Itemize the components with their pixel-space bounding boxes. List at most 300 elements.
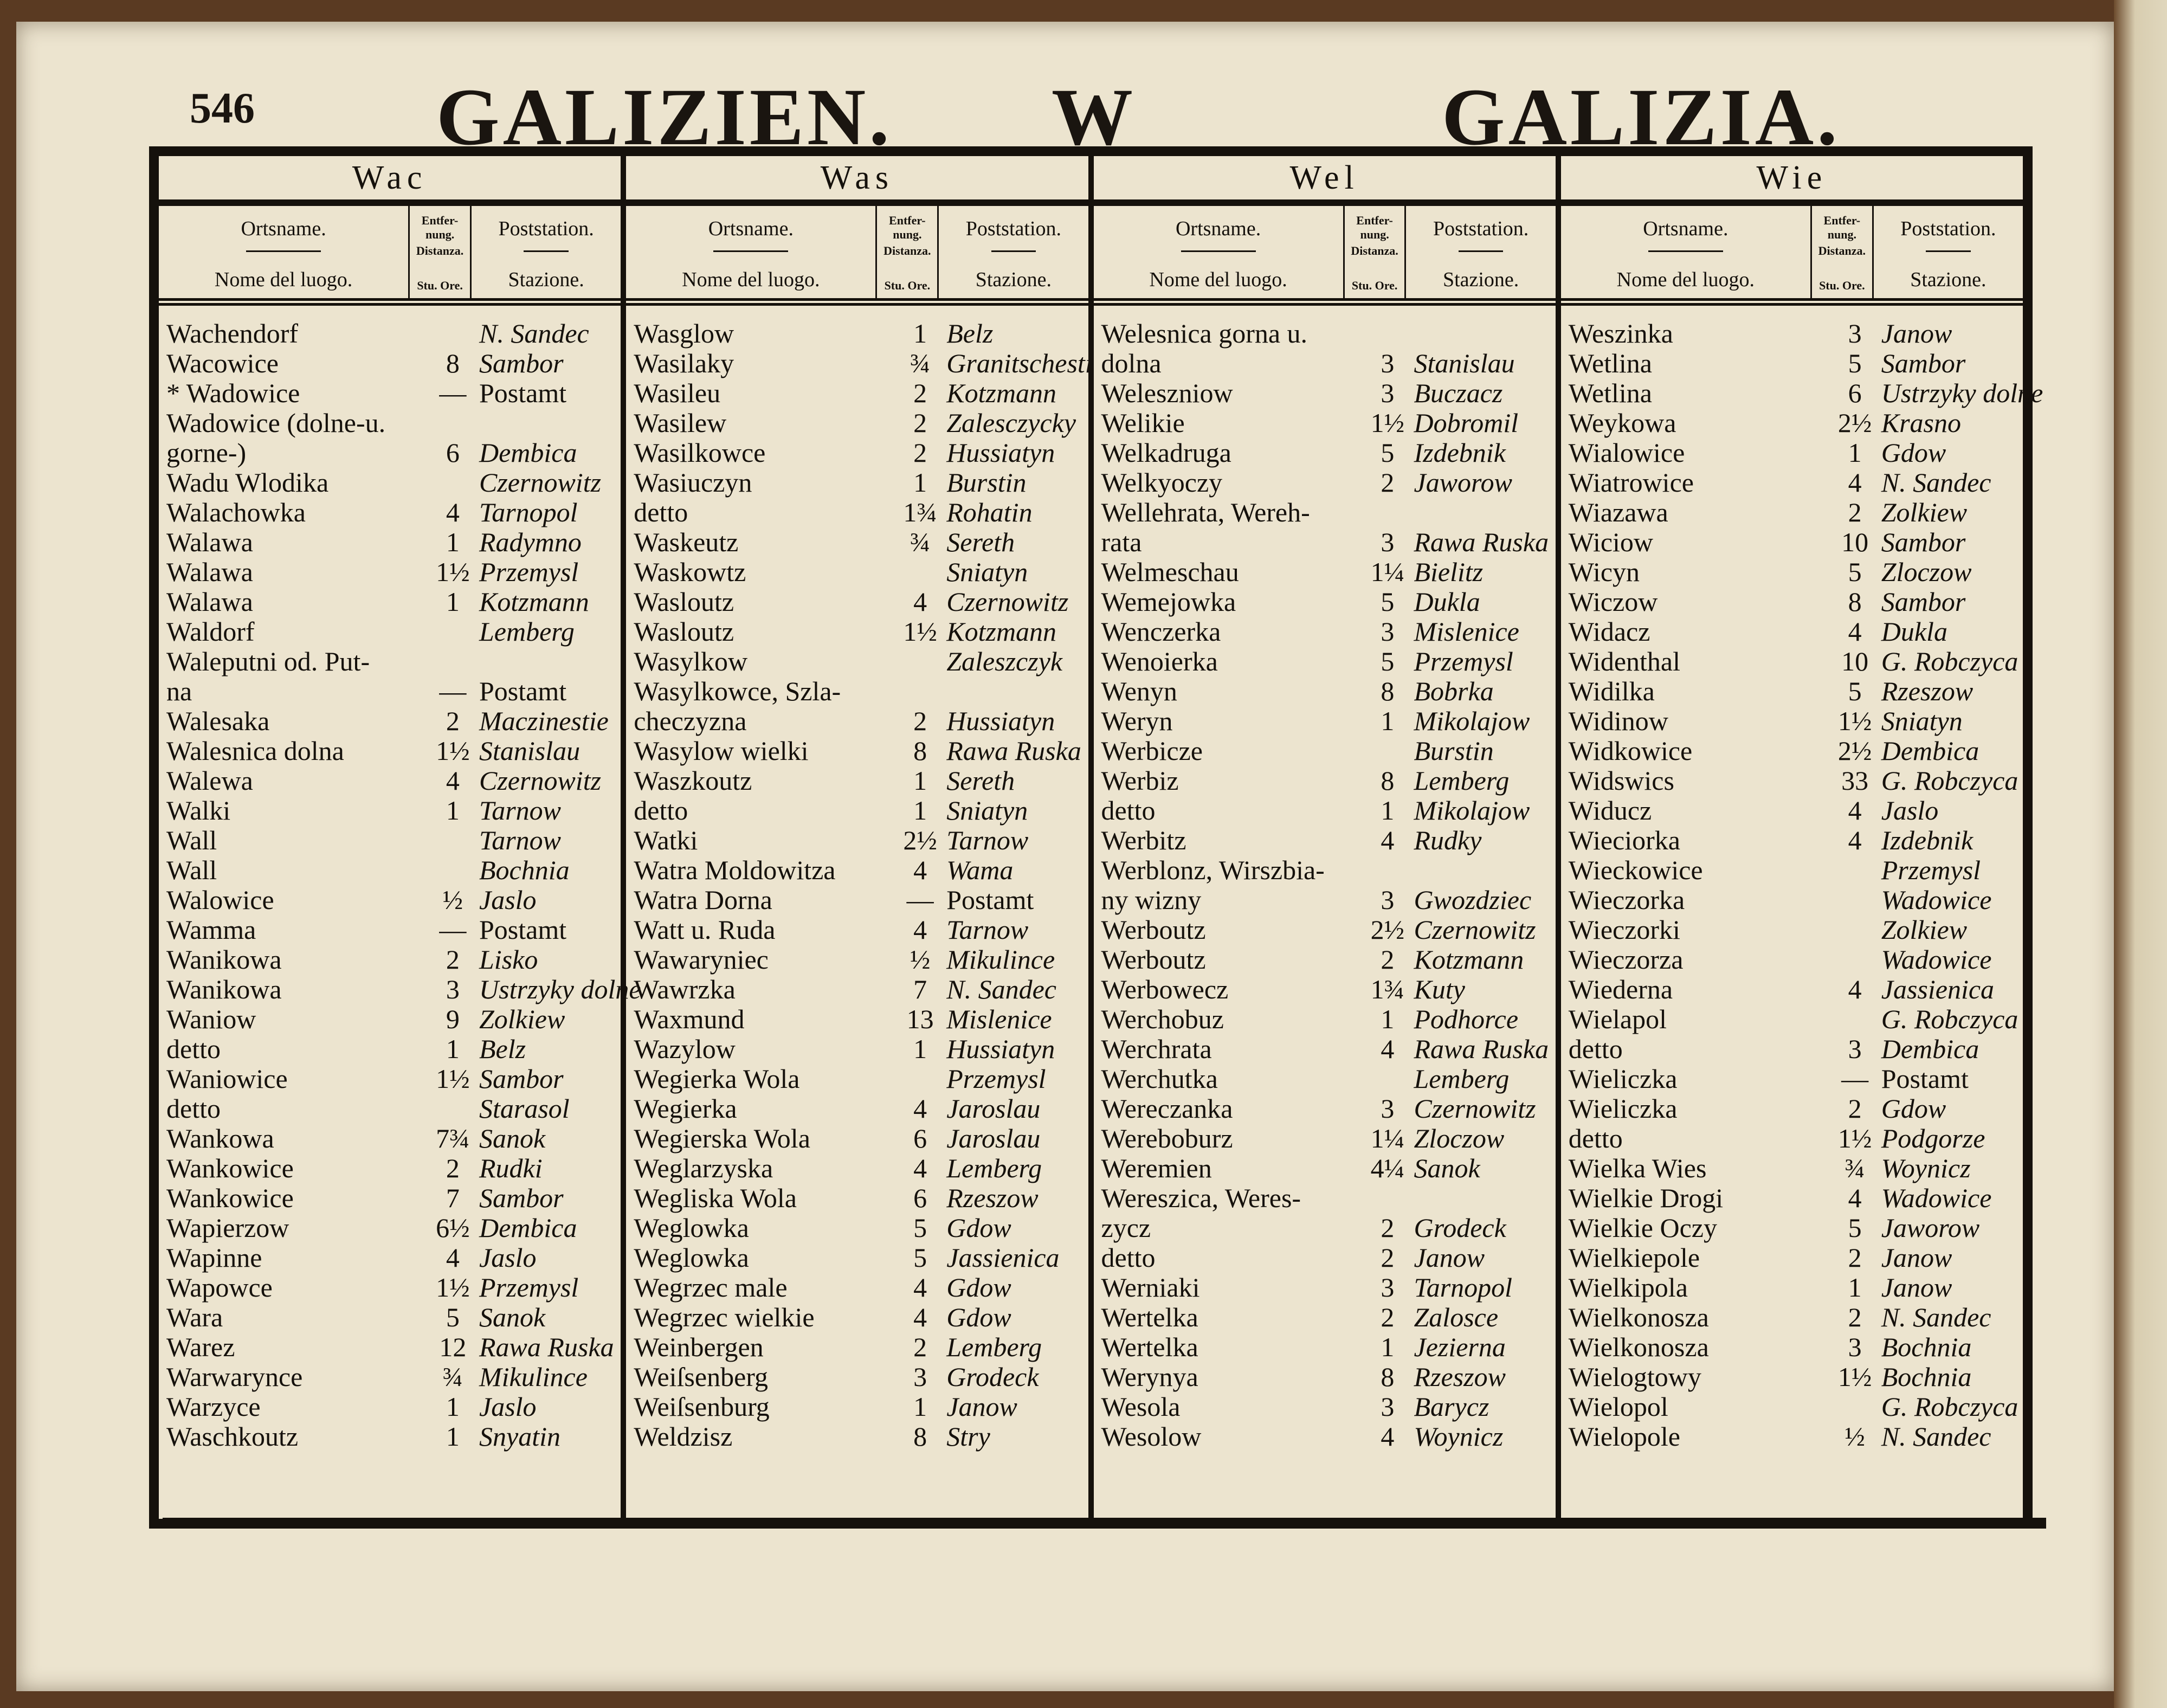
post-station: Rawa Ruska	[1414, 1034, 1549, 1064]
distance-value: 3	[1381, 616, 1395, 647]
place-name: Werbowecz	[1101, 974, 1229, 1004]
table-row	[1094, 1362, 1556, 1392]
post-station: Tarnow	[479, 825, 562, 855]
post-station: Lisko	[479, 944, 538, 975]
distance-value: 1	[1381, 1332, 1395, 1362]
table-row	[159, 527, 621, 557]
table-row	[1561, 1303, 2023, 1332]
station-header-it: Stazione.	[508, 268, 584, 291]
post-station: Sniatyn	[1881, 706, 1963, 736]
distance-value: 7¾	[436, 1123, 470, 1153]
place-name: Wasilew	[634, 408, 727, 438]
distance-value: 1	[446, 795, 460, 826]
post-station: Mikolajow	[1414, 795, 1530, 826]
post-station: Woynicz	[1414, 1421, 1504, 1452]
place-name: Widenthal	[1568, 646, 1680, 676]
distance-header-units: Stu. Ore.	[417, 279, 463, 292]
place-name: Walawa	[166, 586, 253, 617]
table-row	[626, 527, 1088, 557]
entry-list	[1561, 318, 2043, 1452]
distance-value: 1¼	[1370, 1123, 1405, 1153]
place-name: Walesaka	[166, 706, 270, 736]
place-name: Werniaki	[1101, 1272, 1200, 1303]
distance-value: 2½	[1837, 736, 1872, 766]
post-station: Jezierna	[1414, 1332, 1506, 1362]
post-station: Rawa Ruska	[1414, 527, 1549, 557]
table-row	[626, 1124, 1088, 1153]
post-station: Rudki	[479, 1153, 543, 1183]
station-header-de: Poststation.	[1433, 217, 1529, 240]
distance-value: 2	[1381, 1213, 1395, 1243]
post-station: Janow	[1881, 1272, 1952, 1303]
post-station: Sambor	[479, 348, 564, 378]
post-station: Bielitz	[1414, 557, 1484, 587]
table-row	[626, 378, 1088, 408]
name-header-de: Ortsname.	[241, 217, 326, 240]
distance-value: 2	[913, 437, 927, 468]
table-row	[1094, 915, 1556, 945]
distance-value	[1832, 1004, 1878, 1034]
distance-value: 2	[1848, 1093, 1862, 1124]
place-name: Wielkonosza	[1568, 1332, 1709, 1362]
table-row	[159, 498, 621, 527]
place-name: Waleputni od. Put-	[166, 646, 370, 676]
post-station: Wadowice	[1881, 944, 1992, 975]
place-name: Welkyoczy	[1101, 467, 1223, 498]
place-name: Wicyn	[1568, 557, 1640, 587]
distance-value: 3	[1848, 1034, 1862, 1064]
distance-value: 5	[1848, 557, 1862, 587]
place-name: Wadowice (dolne-u.	[166, 408, 386, 438]
place-name: Wegrzec wielkie	[634, 1302, 815, 1332]
place-name: Weiſsenburg	[634, 1391, 770, 1422]
place-name: Wiatrowice	[1568, 467, 1694, 498]
distance-value: 6	[913, 1183, 927, 1213]
table-row	[626, 1273, 1088, 1303]
place-name: Watra Dorna	[634, 885, 772, 915]
name-header	[159, 206, 408, 298]
place-name: detto	[1101, 1242, 1156, 1273]
distance-value: 4	[913, 855, 927, 885]
distance-value: 1½	[436, 557, 470, 587]
table-row	[159, 1422, 621, 1452]
entry-list	[159, 318, 641, 1452]
distance-value: 3	[1381, 378, 1395, 408]
name-header-de: Ortsname.	[708, 217, 794, 240]
post-station: Przemysl	[479, 557, 579, 587]
table-row	[626, 348, 1093, 378]
place-name: Wegierska Wola	[634, 1123, 810, 1153]
distance-value: 8	[1848, 586, 1862, 617]
place-name: Wegierka	[634, 1093, 737, 1124]
distance-value	[1364, 855, 1410, 885]
table-row	[1561, 945, 2023, 975]
post-station	[1411, 498, 1556, 527]
post-station: Jassienica	[1881, 974, 1995, 1004]
place-name: Wawrzka	[634, 974, 736, 1004]
post-station: Bochnia	[1881, 1362, 1972, 1392]
place-name: Warzyce	[166, 1391, 261, 1422]
name-header-de: Ortsname.	[1643, 217, 1729, 240]
distance-header-it: Distanza.	[1818, 244, 1866, 257]
place-name: Walki	[166, 795, 231, 826]
post-station: Jaworow	[1414, 467, 1512, 498]
table-row	[626, 766, 1088, 796]
distance-value: 6½	[436, 1213, 470, 1243]
place-name: Watra Moldowitza	[634, 855, 836, 885]
distance-header	[1810, 206, 1874, 298]
table-row	[159, 974, 641, 1004]
post-station: Hussiatyn	[946, 706, 1055, 736]
distance-value	[897, 676, 943, 706]
distance-value	[897, 1064, 943, 1094]
place-name: Weglowka	[634, 1242, 749, 1273]
table-row	[1094, 975, 1556, 1004]
post-station: Lemberg	[1414, 1064, 1510, 1094]
table-row	[1094, 1064, 1556, 1094]
place-name: Wemejowka	[1101, 586, 1236, 617]
table-row	[159, 1303, 621, 1332]
place-name: Wellehrata, Wereh-	[1101, 497, 1310, 527]
title-letter: W	[1052, 72, 1133, 162]
distance-header-de: Entfer-nung.	[1823, 214, 1861, 241]
place-name: Weryn	[1101, 706, 1173, 736]
header-rule	[1459, 250, 1504, 252]
distance-value: 8	[446, 348, 460, 378]
distance-value: 1	[1381, 1004, 1395, 1034]
place-name: Wasloutz	[634, 586, 734, 617]
distance-value: 2	[446, 706, 460, 736]
post-station: Tarnopol	[479, 497, 578, 527]
distance-value: 3	[1381, 527, 1395, 557]
post-station: Tarnow	[479, 795, 562, 826]
post-station: Woynicz	[1881, 1153, 1971, 1183]
place-name: Waniow	[166, 1004, 256, 1034]
post-station: Podhorce	[1414, 1004, 1519, 1034]
distance-value: 6	[913, 1123, 927, 1153]
table-row	[1094, 1183, 1556, 1213]
table-row	[626, 617, 1088, 647]
distance-value: 4	[913, 1272, 927, 1303]
distance-header-it: Distanza.	[883, 244, 931, 257]
distance-value: 2½	[1370, 914, 1405, 945]
distance-value: ½	[442, 885, 463, 915]
table-row	[1561, 557, 2023, 587]
place-name: Widkowice	[1568, 736, 1693, 766]
distance-value: 3	[1848, 318, 1862, 349]
place-name: Welesnica gorna u.	[1101, 318, 1308, 349]
table-row	[1094, 557, 1556, 587]
station-header	[939, 206, 1088, 298]
table-row	[1561, 855, 2023, 885]
post-station: Mikulince	[946, 944, 1055, 975]
distance-header-it: Distanza.	[416, 244, 464, 257]
table-row	[1094, 1213, 1556, 1243]
place-name: Walowice	[166, 885, 274, 915]
place-name: Wadu Wlodika	[166, 467, 329, 498]
distance-value: 2	[1848, 497, 1862, 527]
place-name: dolna	[1101, 348, 1162, 378]
place-name: Wanikowa	[166, 944, 282, 975]
distance-value: —	[439, 914, 467, 945]
table-row	[1094, 945, 1556, 975]
post-station: Zaleszczyk	[946, 646, 1063, 676]
place-name: Wiczow	[1568, 586, 1658, 617]
table-row	[159, 796, 621, 826]
table-row	[1561, 617, 2023, 647]
distance-value	[1832, 855, 1878, 885]
place-name: Wereczanka	[1101, 1093, 1233, 1124]
post-station: Mislenice	[946, 1004, 1052, 1034]
table-row	[1561, 587, 2023, 617]
place-name: Wereboburz	[1101, 1123, 1233, 1153]
header-rule	[713, 250, 788, 252]
name-header-it: Nome del luogo.	[1616, 268, 1755, 291]
distance-value: 8	[913, 736, 927, 766]
post-station: Dembica	[479, 1213, 577, 1243]
place-name: Wieczorza	[1568, 944, 1684, 975]
distance-value: 1½	[1837, 1362, 1872, 1392]
place-name: checzyzna	[634, 706, 747, 736]
table-row	[159, 676, 621, 706]
post-station: Przemysl	[479, 1272, 579, 1303]
table-row	[1561, 706, 2023, 736]
distance-value: 5	[1381, 586, 1395, 617]
place-name: Weldzisz	[634, 1421, 733, 1452]
table-row	[626, 1362, 1088, 1392]
place-name: Wall	[166, 855, 217, 885]
place-name: Wenyn	[1101, 676, 1177, 706]
post-station: Rzeszow	[1881, 676, 1973, 706]
table-row	[626, 1422, 1088, 1452]
station-header	[1874, 206, 2023, 298]
table-row	[1094, 527, 1556, 557]
distance-value	[430, 826, 476, 855]
station-header-it: Stazione.	[1442, 268, 1519, 291]
table-row	[159, 1392, 621, 1422]
distance-value	[1832, 1392, 1878, 1422]
distance-value: 1½	[903, 616, 937, 647]
place-name: Weiſsenberg	[634, 1362, 769, 1392]
post-station: Czernowitz	[479, 765, 602, 796]
place-name: detto	[1101, 795, 1156, 826]
distance-value: 4	[913, 1093, 927, 1124]
distance-value: 33	[1841, 765, 1869, 796]
post-station: Granitschesti	[946, 348, 1093, 378]
station-header-de: Poststation.	[1900, 217, 1996, 240]
table-row	[159, 855, 621, 885]
distance-header-it: Distanza.	[1351, 244, 1398, 257]
distance-value: 4	[446, 765, 460, 796]
post-station: Zloczow	[1414, 1123, 1505, 1153]
distance-value	[1364, 1064, 1410, 1094]
post-station: Sambor	[479, 1064, 564, 1094]
table-row	[626, 468, 1088, 498]
post-station: Zalosce	[1414, 1302, 1499, 1332]
place-name: Waxmund	[634, 1004, 745, 1034]
distance-value	[430, 408, 476, 438]
post-station: N. Sandec	[1881, 1421, 1991, 1452]
column-subheader	[626, 206, 1088, 306]
post-station: Tarnow	[946, 914, 1029, 945]
distance-value: 1¾	[1370, 974, 1405, 1004]
distance-value: 4¼	[1370, 1153, 1405, 1183]
distance-value: 1½	[1837, 1123, 1872, 1153]
table-row	[1094, 587, 1556, 617]
post-station: Postamt	[479, 676, 567, 706]
post-station	[1411, 1183, 1556, 1213]
place-name: Wertelka	[1101, 1302, 1198, 1332]
station-header-it: Stazione.	[975, 268, 1052, 291]
table-row	[1561, 498, 2023, 527]
place-name: Waniowice	[166, 1064, 288, 1094]
place-name: Wasiuczyn	[634, 467, 752, 498]
table-row	[1561, 1004, 2023, 1034]
post-station: Burstin	[1414, 736, 1494, 766]
distance-value: 2	[913, 408, 927, 438]
distance-value: 1	[1381, 706, 1395, 736]
post-station: Jaslo	[479, 1391, 537, 1422]
place-name: Waschkoutz	[166, 1421, 299, 1452]
distance-value: 3	[1381, 348, 1395, 378]
post-station: Przemysl	[946, 1064, 1046, 1094]
table-row	[1561, 319, 2023, 349]
table-row	[1094, 468, 1556, 498]
table-row	[1094, 1034, 1556, 1064]
place-name: Wapowce	[166, 1272, 273, 1303]
distance-value: 2	[1848, 1242, 1862, 1273]
distance-value: 5	[1381, 646, 1395, 676]
table-row	[159, 557, 621, 587]
post-station: Hussiatyn	[946, 437, 1055, 468]
post-station: Janow	[1881, 1242, 1952, 1273]
table-row	[626, 796, 1088, 826]
place-name: Wasilkowce	[634, 437, 766, 468]
distance-value: 4	[1381, 1034, 1395, 1064]
station-header-de: Poststation.	[498, 217, 594, 240]
distance-value: 2½	[1837, 408, 1872, 438]
header-rule	[1926, 250, 1971, 252]
place-name: Waszkoutz	[634, 765, 752, 796]
post-station: G. Robczyca	[1881, 765, 2018, 796]
post-station: Rzeszow	[1414, 1362, 1506, 1392]
place-name: Wegierka Wola	[634, 1064, 800, 1094]
table-row	[626, 736, 1088, 766]
table-row	[626, 1034, 1088, 1064]
distance-value: —	[1841, 1064, 1869, 1094]
place-name: Walesnica dolna	[166, 736, 344, 766]
post-station: Gdow	[1881, 437, 1946, 468]
place-name: detto	[634, 795, 688, 826]
place-name: Wapinne	[166, 1242, 262, 1273]
place-name: Watki	[634, 825, 698, 855]
post-station: Jassienica	[946, 1242, 1060, 1273]
place-name: Wetlina	[1568, 348, 1652, 378]
table-row	[159, 915, 621, 945]
entry-list	[1094, 319, 1556, 1452]
distance-value: 3	[1381, 1272, 1395, 1303]
distance-value	[897, 557, 943, 587]
table-row	[159, 1124, 621, 1153]
table-row	[1561, 676, 2023, 706]
distance-value: ¾	[1844, 1153, 1865, 1183]
table-row	[1561, 826, 2023, 855]
distance-value: —	[439, 676, 467, 706]
post-station: Sereth	[946, 527, 1015, 557]
distance-value: 1	[1848, 1272, 1862, 1303]
post-station: Janow	[1881, 318, 1952, 349]
place-name: rata	[1101, 527, 1142, 557]
table-row	[626, 1153, 1088, 1183]
place-name: Wasileu	[634, 378, 721, 408]
distance-value: 2	[1381, 467, 1395, 498]
place-name: Wertelka	[1101, 1332, 1198, 1362]
table-row	[626, 945, 1088, 975]
place-name: Werbitz	[1101, 825, 1186, 855]
place-name: Warez	[166, 1332, 235, 1362]
table-row	[1094, 676, 1556, 706]
table-row	[626, 1332, 1088, 1362]
distance-value: 1½	[1370, 408, 1405, 438]
table-row	[159, 408, 621, 438]
post-station: Kotzmann	[946, 616, 1057, 647]
post-station: Burstin	[946, 467, 1027, 498]
place-name: Wapierzow	[166, 1213, 289, 1243]
distance-value: 5	[913, 1242, 927, 1273]
table-row	[1094, 1124, 1556, 1153]
table-row	[626, 1064, 1088, 1094]
post-station: Przemysl	[1414, 646, 1513, 676]
post-station: Izdebnik	[1414, 437, 1506, 468]
distance-value: 6	[1848, 378, 1862, 408]
station-header	[1406, 206, 1555, 298]
table-row	[1094, 885, 1556, 915]
post-station: Sanok	[479, 1123, 546, 1153]
post-station: Jaworow	[1881, 1213, 1980, 1243]
distance-value	[430, 855, 476, 885]
table-row	[1561, 1094, 2023, 1124]
distance-value: 4	[913, 914, 927, 945]
table-row	[1094, 1332, 1556, 1362]
table-row	[626, 1094, 1088, 1124]
post-station: Sniatyn	[946, 557, 1028, 587]
table-row	[1561, 1153, 2023, 1183]
table-row	[626, 975, 1088, 1004]
post-station	[476, 408, 621, 438]
table-row	[1094, 498, 1556, 527]
post-station: Izdebnik	[1881, 825, 1973, 855]
distance-value: 1	[1381, 795, 1395, 826]
distance-value: ¾	[442, 1362, 463, 1392]
post-station: Gwozdziec	[1414, 885, 1532, 915]
place-name: Warwarynce	[166, 1362, 303, 1392]
table-row	[159, 1243, 621, 1273]
distance-value: 7	[446, 1183, 460, 1213]
post-station: Postamt	[1881, 1064, 1969, 1094]
distance-value	[1364, 498, 1410, 527]
distance-value	[897, 647, 943, 676]
place-name: Wesola	[1101, 1391, 1181, 1422]
distance-value: ¾	[910, 348, 931, 378]
table-row	[1094, 1303, 1556, 1332]
distance-value	[1364, 736, 1410, 766]
place-name: Werbicze	[1101, 736, 1203, 766]
table-row	[626, 1183, 1088, 1213]
table-row	[626, 885, 1088, 915]
table-row	[1561, 1422, 2023, 1452]
place-name: Wasylkowce, Szla-	[634, 676, 841, 706]
table-row	[159, 319, 621, 349]
